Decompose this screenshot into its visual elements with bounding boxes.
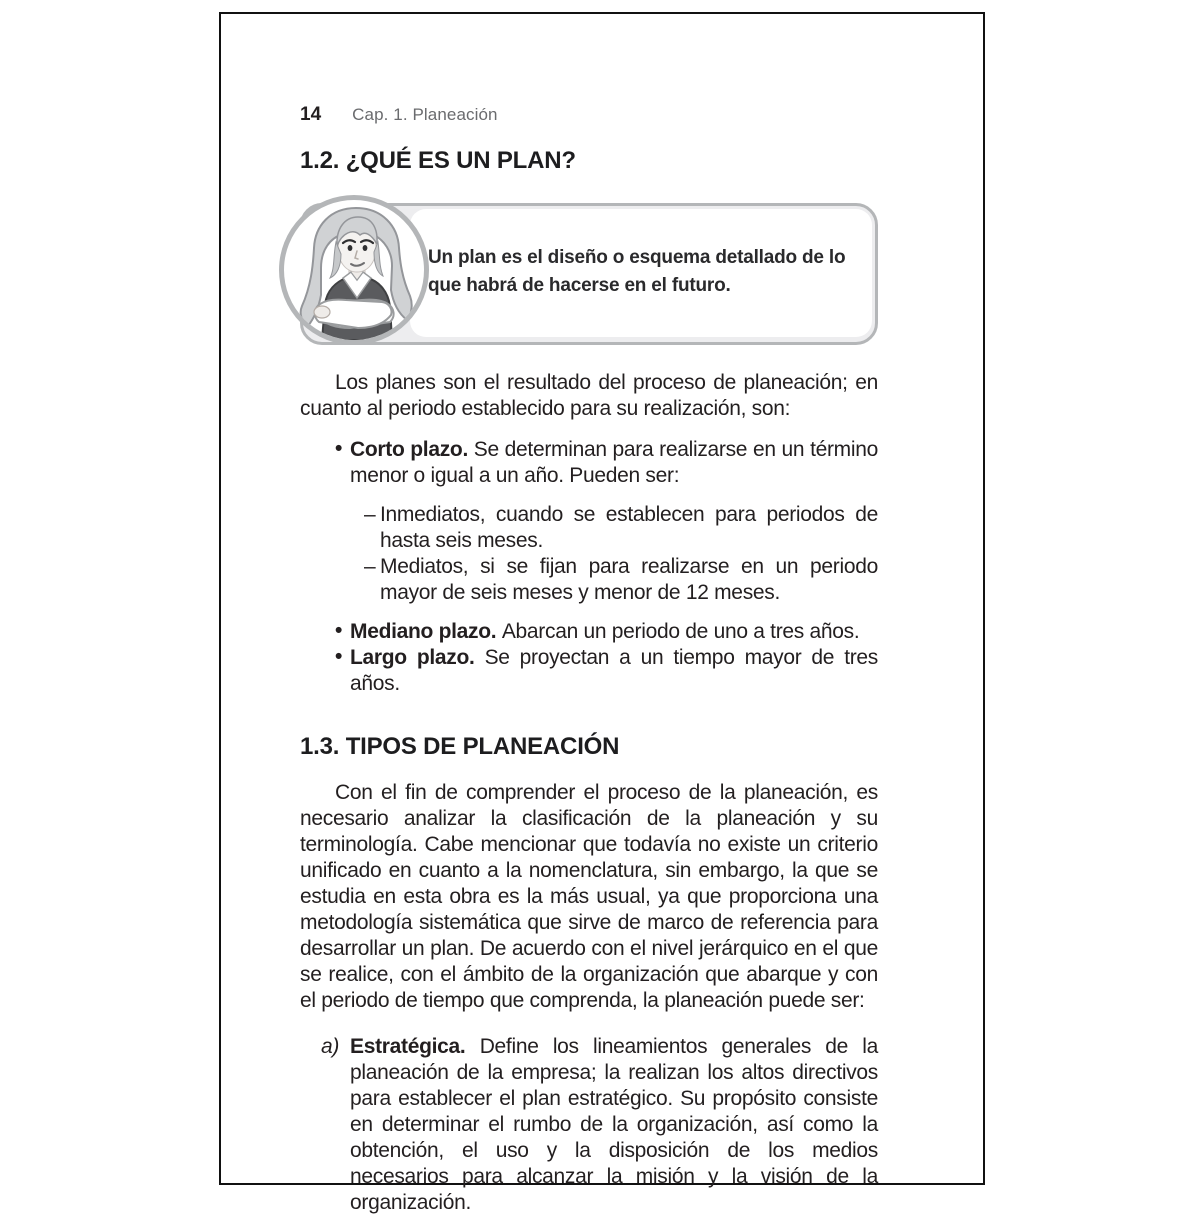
running-title: Cap. 1. Planeación bbox=[352, 105, 498, 124]
list-text: Define los lineamientos generales de la planeación de la empresa; la realizan los altos directivos para establecer el plan estratégico. Su propósito consiste en determinar el rumbo de la organización, así como la obtención, el uso y la disposición de los medios necesarios para alcanzar la misión y la visión de la organización. bbox=[350, 1035, 878, 1214]
dash-icon: – bbox=[364, 555, 376, 578]
list-item-corto-plazo bbox=[300, 437, 878, 489]
page-content bbox=[300, 104, 878, 1216]
letter-marker: a) bbox=[321, 1035, 340, 1058]
section-heading-1-3: 1.3. TIPOS DE PLANEACIÓN bbox=[300, 733, 620, 760]
list-item-mediano-plazo bbox=[300, 619, 878, 645]
corto-plazo-sublist bbox=[300, 502, 878, 606]
list-item-mediatos bbox=[300, 554, 878, 606]
page-number: 14 bbox=[300, 104, 322, 125]
section-heading-1-2: 1.2. ¿QUÉ ES UN PLAN? bbox=[300, 147, 576, 174]
definition-callout bbox=[300, 203, 878, 345]
list-text: Se proyectan a un tiempo mayor de tres años. bbox=[350, 646, 878, 695]
list-text: Inmediatos, cuando se establecen para periodos de hasta seis meses. bbox=[380, 503, 878, 552]
intro-paragraph: Los planes son el resultado del proceso de planeación; en cuanto al periodo establecido para su realización, son: bbox=[300, 371, 878, 420]
list-term: Mediano plazo. bbox=[350, 620, 502, 643]
bullet-icon: • bbox=[335, 437, 343, 460]
list-item-estrategica bbox=[300, 1034, 878, 1216]
woman-with-crossed-arms-icon bbox=[284, 200, 424, 340]
lettered-list bbox=[300, 1034, 878, 1216]
list-term: Corto plazo. bbox=[350, 438, 474, 461]
dash-icon: – bbox=[364, 503, 376, 526]
bullet-icon: • bbox=[335, 645, 343, 668]
list-term: Largo plazo. bbox=[350, 646, 485, 669]
running-header bbox=[300, 104, 878, 126]
list-item-inmediatos bbox=[300, 502, 878, 554]
page-frame bbox=[219, 12, 985, 1214]
list-text: Mediatos, si se fijan para realizarse en un periodo mayor de seis meses y menor de 12 meses. bbox=[380, 555, 878, 604]
tipos-paragraph: Con el fin de comprender el proceso de la planeación, es necesario analizar la clasificación de la planeación y su terminología. Cabe mencionar que todavía no existe un criterio unificado en cuanto a la nomenclatura, sin embargo, la que se estudia en esta obra es la más usual, ya que proporciona una metodología sistemática que sirve de marco de referencia para desarrollar un plan. De acuerdo con el nivel jerárquico en el que se realice, con el ámbito de la organización que abarque y con el periodo de tiempo que comprenda, la planeación puede ser: bbox=[300, 781, 878, 1012]
list-text: Se determinan para realizarse en un término menor o igual a un año. Pueden ser: bbox=[350, 438, 878, 487]
list-item-largo-plazo bbox=[300, 645, 878, 697]
callout-definition-text: Un plan es el diseño o esquema detallado de lo que habrá de hacerse en el futuro. bbox=[428, 247, 846, 296]
bullet-icon: • bbox=[335, 619, 343, 642]
list-text: Abarcan un periodo de uno a tres años. bbox=[501, 620, 860, 643]
callout-avatar-circle bbox=[279, 195, 429, 345]
plazo-bullet-list bbox=[300, 437, 878, 697]
list-term: Estratégica. bbox=[350, 1035, 480, 1058]
